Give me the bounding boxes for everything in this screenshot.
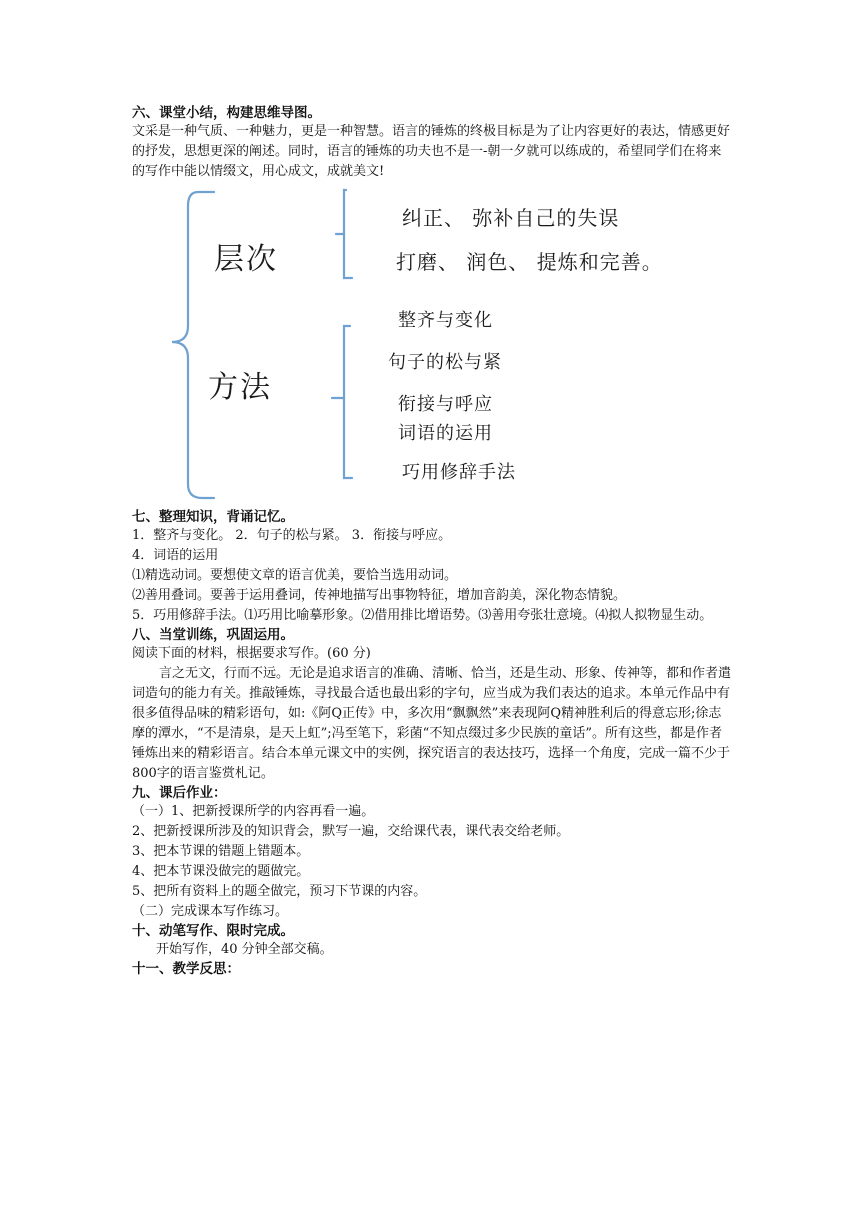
section-7-heading: 七、整理知识，背诵记忆。 <box>132 509 294 525</box>
section-8-paragraph: 言之无文，行而不远。无论是追求语言的准确、清晰、恰当，还是生动、形象、传神等，都和作者遣词造句的能力有关。推敲锤炼，寻找最合适也最出彩的字句，应当成为我们表达的追求。本单元作品中有很多值得品味的精彩语句，如:《阿Q正传》中，多次用“飘飘然”来表现阿Q精神胜利后的得意忘形;徐志摩的潭水，“不是清泉，是天上虹”;冯至笔下，彩菌“不知点缀过多少民族的童话”。所有这些，都是作者锤炼出来的精彩语言。结合本单元课文中的实例，探究语言的表达技巧，选择一个角度，完成一篇不少于800字的语言鉴赏札记。 <box>132 666 732 781</box>
section-7-line: 5．巧用修辞手法。⑴巧用比喻摹形象。⑵借用排比增语势。⑶善用夸张壮意境。⑷拟人拟物显生动。 <box>132 608 713 623</box>
section-7-line: 1．整齐与变化。 2．句子的松与紧。 3．衔接与呼应。 <box>132 528 452 543</box>
section-9-heading: 九、课后作业： <box>132 785 227 801</box>
homework-line: 5、把所有资料上的题全做完，预习下节课的内容。 <box>132 884 427 899</box>
mind-map <box>132 188 732 504</box>
mind-map-node-methods: 方法 <box>208 370 272 405</box>
homework-line: 4、把本节课没做完的题做完。 <box>132 864 310 879</box>
section-7-line: ⑴精选动词。要想使文章的语言优美，要恰当选用动词。 <box>132 568 458 583</box>
mind-map-item: 衔接与呼应 <box>398 394 493 415</box>
mind-map-item: 巧用修辞手法 <box>402 462 516 483</box>
mind-map-item: 打磨、 润色、 提炼和完善。 <box>396 250 663 274</box>
homework-line: （一）1、把新授课所学的内容再看一遍。 <box>132 804 375 819</box>
section-7-line: ⑵善用叠词。要善于运用叠词，传神地描写出事物特征，增加音韵美，深化物态情貌。 <box>132 588 627 603</box>
homework-line: （二）完成课本写作练习。 <box>132 904 289 919</box>
section-6-heading: 六、课堂小结，构建思维导图。 <box>132 105 321 121</box>
mind-map-item: 词语的运用 <box>398 423 493 444</box>
mind-map-item: 整齐与变化 <box>398 310 493 331</box>
homework-line: 3、把本节课的错题上错题本。 <box>132 844 310 859</box>
mind-map-item: 纠正、 弥补自己的失误 <box>402 206 620 230</box>
homework-line: 2、把新授课所涉及的知识背会，默写一遍，交给课代表，课代表交给老师。 <box>132 824 570 839</box>
section-8-intro: 阅读下面的材料，根据要求写作。(60 分) <box>132 646 371 661</box>
section-8-heading: 八、当堂训练，巩固运用。 <box>132 627 294 643</box>
document-page <box>132 104 732 978</box>
mind-map-node-levels: 层次 <box>214 242 278 277</box>
section-6-paragraph: 文采是一种气质、一种魅力，更是一种智慧。语言的锤炼的终极目标是为了让内容更好的表达，情感更好的抒发，思想更深的阐述。同时，语言的锤炼的功夫也不是一-朝一夕就可以练成的，希望同学们在将来的写作中能以情缀文，用心成文，成就美文! <box>132 124 731 179</box>
section-11-heading: 十一、教学反思： <box>132 961 240 977</box>
section-10-heading: 十、动笔写作、限时完成。 <box>132 923 294 939</box>
mind-map-item: 句子的松与紧 <box>388 352 502 373</box>
section-10-line: 开始写作，40 分钟全部交稿。 <box>156 942 333 957</box>
section-7-line: 4．词语的运用 <box>132 548 219 563</box>
